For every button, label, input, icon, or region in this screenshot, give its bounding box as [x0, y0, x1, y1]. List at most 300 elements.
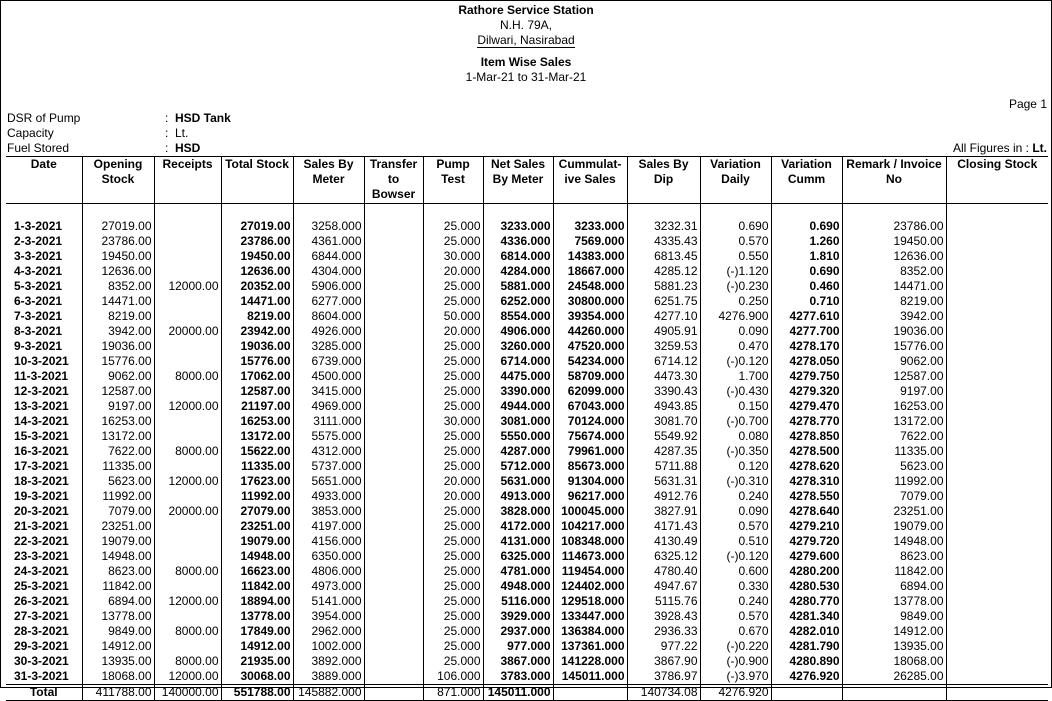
- dsr-label: DSR of Pump: [7, 111, 81, 125]
- table-cell: 11335.00: [82, 459, 154, 474]
- table-cell: 5712.000: [483, 459, 553, 474]
- table-cell: 100045.000: [553, 504, 627, 519]
- table-cell: 9197.00: [82, 399, 154, 414]
- table-cell: [946, 279, 1048, 294]
- table-cell: [946, 354, 1048, 369]
- table-cell: 4197.000: [293, 519, 364, 534]
- column-header: Receipts: [154, 157, 221, 204]
- table-cell: 3853.000: [293, 504, 364, 519]
- table-cell: 0.570: [700, 609, 771, 624]
- table-cell: [364, 429, 423, 444]
- table-cell: (-)0.310: [700, 474, 771, 489]
- table-cell: 4279.210: [771, 519, 842, 534]
- table-cell: 27-3-2021: [14, 609, 69, 623]
- table-cell: [364, 324, 423, 339]
- table-cell: 47520.000: [553, 339, 627, 354]
- table-cell: 20000.00: [154, 324, 221, 339]
- table-cell: 11335.00: [221, 459, 293, 474]
- table-cell: 23786.00: [842, 219, 946, 234]
- table-cell: [364, 399, 423, 414]
- table-cell: 4780.40: [627, 564, 700, 579]
- table-cell: 12636.00: [82, 264, 154, 279]
- table-row: [6, 279, 1048, 294]
- table-cell: 6325.000: [483, 549, 553, 564]
- table-cell: [946, 339, 1048, 354]
- table-row: [6, 609, 1048, 624]
- table-cell: 8-3-2021: [14, 324, 63, 338]
- table-cell: 19079.00: [221, 534, 293, 549]
- table-cell: 30.000: [423, 414, 483, 429]
- total-cell: 411788.00: [82, 685, 154, 701]
- table-cell: 8219.00: [842, 294, 946, 309]
- table-cell: [364, 369, 423, 384]
- table-cell: 8623.00: [842, 549, 946, 564]
- table-cell: 29-3-2021: [14, 639, 69, 653]
- table-cell: 114673.000: [553, 549, 627, 564]
- table-cell: 4906.000: [483, 324, 553, 339]
- table-cell: 13172.00: [82, 429, 154, 444]
- table-cell: 13778.00: [221, 609, 293, 624]
- table-cell: [364, 264, 423, 279]
- table-cell: 14948.00: [82, 549, 154, 564]
- table-cell: 14-3-2021: [14, 414, 69, 428]
- address-line-2: Dilwari, Nasirabad: [477, 33, 575, 47]
- table-cell: 129518.000: [553, 594, 627, 609]
- table-cell: [154, 609, 221, 624]
- table-cell: 25.000: [423, 639, 483, 654]
- total-cell: 551788.00: [221, 685, 293, 701]
- table-cell: 6325.12: [627, 549, 700, 564]
- table-cell: 4278.640: [771, 504, 842, 519]
- table-cell: 106.000: [423, 669, 483, 685]
- table-cell: [946, 639, 1048, 654]
- table-cell: 16623.00: [221, 564, 293, 579]
- table-row: [6, 669, 1048, 685]
- table-cell: 5881.23: [627, 279, 700, 294]
- table-cell: [364, 549, 423, 564]
- table-cell: 4361.000: [293, 234, 364, 249]
- table-cell: 4279.600: [771, 549, 842, 564]
- table-cell: [946, 429, 1048, 444]
- table-cell: 4279.470: [771, 399, 842, 414]
- table-cell: 12636.00: [842, 249, 946, 264]
- table-cell: 50.000: [423, 309, 483, 324]
- table-cell: 18068.00: [82, 669, 154, 685]
- column-header: Opening Stock: [82, 157, 154, 204]
- table-cell: 4781.000: [483, 564, 553, 579]
- table-cell: 4475.000: [483, 369, 553, 384]
- table-cell: [154, 534, 221, 549]
- table-cell: 18667.000: [553, 264, 627, 279]
- report-title: Item Wise Sales: [480, 55, 572, 69]
- table-row: [6, 519, 1048, 534]
- table-cell: 13-3-2021: [14, 399, 69, 413]
- table-row: [6, 594, 1048, 609]
- company-name: Rathore Service Station: [458, 3, 594, 17]
- table-cell: 5549.92: [627, 429, 700, 444]
- table-cell: (-)0.430: [700, 384, 771, 399]
- table-cell: 4282.010: [771, 624, 842, 639]
- total-cell: 145882.000: [293, 685, 364, 701]
- spacer-row: [6, 204, 1048, 220]
- table-cell: 16253.00: [221, 414, 293, 429]
- table-cell: 23-3-2021: [14, 549, 69, 563]
- table-cell: 25.000: [423, 279, 483, 294]
- table-cell: 30800.000: [553, 294, 627, 309]
- table-cell: 25.000: [423, 609, 483, 624]
- table-row: [6, 339, 1048, 354]
- table-cell: [364, 219, 423, 234]
- table-cell: 12636.00: [221, 264, 293, 279]
- table-cell: 5631.000: [483, 474, 553, 489]
- page-number: Page 1: [1008, 97, 1047, 111]
- table-cell: 11992.00: [221, 489, 293, 504]
- table-cell: [946, 579, 1048, 594]
- table-cell: 21197.00: [221, 399, 293, 414]
- table-cell: 25.000: [423, 654, 483, 669]
- table-cell: 23786.00: [221, 234, 293, 249]
- table-cell: [946, 384, 1048, 399]
- table-cell: [154, 249, 221, 264]
- table-cell: 14948.00: [842, 534, 946, 549]
- table-cell: 145011.000: [553, 669, 627, 685]
- table-cell: 7622.00: [842, 429, 946, 444]
- table-cell: 1-3-2021: [14, 219, 63, 233]
- table-cell: [364, 459, 423, 474]
- table-cell: 977.22: [627, 639, 700, 654]
- table-cell: 4281.790: [771, 639, 842, 654]
- table-cell: [946, 459, 1048, 474]
- table-row: [6, 369, 1048, 384]
- column-header: Total Stock: [221, 157, 293, 204]
- table-cell: 141228.000: [553, 654, 627, 669]
- table-cell: 5711.88: [627, 459, 700, 474]
- table-cell: 14471.00: [842, 279, 946, 294]
- column-header: Sales By Dip: [627, 157, 700, 204]
- table-row: [6, 309, 1048, 324]
- table-cell: 7079.00: [82, 504, 154, 519]
- table-cell: 24548.000: [553, 279, 627, 294]
- column-header: Transfer to Bowser: [364, 157, 423, 204]
- table-cell: 5906.000: [293, 279, 364, 294]
- table-cell: 0.550: [700, 249, 771, 264]
- table-cell: [364, 594, 423, 609]
- table-cell: [364, 489, 423, 504]
- table-cell: 0.120: [700, 459, 771, 474]
- table-cell: 3081.70: [627, 414, 700, 429]
- table-cell: 25-3-2021: [14, 579, 69, 593]
- table-cell: [364, 309, 423, 324]
- table-cell: 6252.000: [483, 294, 553, 309]
- table-cell: 9849.00: [842, 609, 946, 624]
- table-cell: [946, 264, 1048, 279]
- table-cell: (-)0.350: [700, 444, 771, 459]
- table-cell: 17-3-2021: [14, 459, 69, 473]
- table-cell: 25.000: [423, 429, 483, 444]
- table-row: [6, 489, 1048, 504]
- table-cell: 25.000: [423, 234, 483, 249]
- table-cell: 70124.000: [553, 414, 627, 429]
- table-cell: 0.240: [700, 489, 771, 504]
- all-figures-note: [953, 141, 1047, 155]
- table-cell: 0.080: [700, 429, 771, 444]
- table-cell: 0.570: [700, 234, 771, 249]
- table-cell: (-)0.230: [700, 279, 771, 294]
- table-cell: (-)3.970: [700, 669, 771, 685]
- table-cell: [946, 594, 1048, 609]
- table-cell: 23251.00: [221, 519, 293, 534]
- table-cell: 7-3-2021: [14, 309, 63, 323]
- table-cell: 18-3-2021: [14, 474, 69, 488]
- table-cell: 20.000: [423, 474, 483, 489]
- table-cell: [946, 249, 1048, 264]
- table-cell: (-)0.220: [700, 639, 771, 654]
- table-cell: 3867.90: [627, 654, 700, 669]
- table-cell: 0.330: [700, 579, 771, 594]
- table-cell: [946, 324, 1048, 339]
- table-cell: 8219.00: [221, 309, 293, 324]
- table-cell: 8554.000: [483, 309, 553, 324]
- table-cell: 19450.00: [842, 234, 946, 249]
- table-cell: 19036.00: [842, 324, 946, 339]
- table-cell: 3892.000: [293, 654, 364, 669]
- table-cell: (-)0.120: [700, 549, 771, 564]
- table-cell: 6277.000: [293, 294, 364, 309]
- table-cell: [946, 399, 1048, 414]
- table-cell: [946, 609, 1048, 624]
- table-cell: 14912.00: [82, 639, 154, 654]
- table-cell: 14383.000: [553, 249, 627, 264]
- table-cell: 15776.00: [221, 354, 293, 369]
- table-cell: [364, 669, 423, 685]
- table-cell: 4278.170: [771, 339, 842, 354]
- table-cell: 3942.00: [82, 324, 154, 339]
- table-cell: 16253.00: [842, 399, 946, 414]
- column-header: Date: [6, 157, 82, 204]
- table-row: [6, 504, 1048, 519]
- table-cell: 104217.000: [553, 519, 627, 534]
- table-cell: 28-3-2021: [14, 624, 69, 638]
- total-cell: [553, 685, 627, 701]
- table-cell: 4969.000: [293, 399, 364, 414]
- table-cell: 17623.00: [221, 474, 293, 489]
- table-cell: [946, 549, 1048, 564]
- table-cell: 4278.620: [771, 459, 842, 474]
- table-cell: 30-3-2021: [14, 654, 69, 668]
- table-cell: [946, 564, 1048, 579]
- total-cell: 4276.920: [700, 685, 771, 701]
- table-cell: 3081.000: [483, 414, 553, 429]
- table-cell: 14471.00: [82, 294, 154, 309]
- table-cell: 14948.00: [221, 549, 293, 564]
- table-cell: 25.000: [423, 594, 483, 609]
- column-header: Variation Cumm: [771, 157, 842, 204]
- total-cell: [842, 685, 946, 701]
- table-cell: [364, 534, 423, 549]
- table-cell: 11-3-2021: [14, 369, 69, 383]
- table-cell: 1.700: [700, 369, 771, 384]
- table-cell: 4280.770: [771, 594, 842, 609]
- table-cell: 3928.43: [627, 609, 700, 624]
- table-cell: 0.710: [771, 294, 842, 309]
- table-cell: 6251.75: [627, 294, 700, 309]
- table-cell: [364, 654, 423, 669]
- table-cell: [364, 519, 423, 534]
- report-meta: DSR of Pump : HSD Tank Capacity : Lt. Fuel Stored : HSD: [7, 111, 231, 155]
- table-cell: [364, 279, 423, 294]
- table-row: [6, 534, 1048, 549]
- table-cell: [154, 489, 221, 504]
- table-cell: [946, 624, 1048, 639]
- table-cell: 4336.000: [483, 234, 553, 249]
- table-cell: 4973.000: [293, 579, 364, 594]
- table-cell: 4473.30: [627, 369, 700, 384]
- total-cell: 145011.000: [483, 685, 553, 701]
- table-cell: 23786.00: [82, 234, 154, 249]
- table-cell: 25.000: [423, 549, 483, 564]
- column-header: Cummulat- ive Sales: [553, 157, 627, 204]
- table-cell: 133447.000: [553, 609, 627, 624]
- table-cell: 4276.900: [700, 309, 771, 324]
- table-cell: 4156.000: [293, 534, 364, 549]
- table-cell: (-)1.120: [700, 264, 771, 279]
- table-cell: 30068.00: [221, 669, 293, 685]
- table-row: [6, 264, 1048, 279]
- table-cell: 25.000: [423, 219, 483, 234]
- total-row: [6, 685, 1048, 701]
- total-cell: [364, 685, 423, 701]
- table-cell: 27019.00: [82, 219, 154, 234]
- table-row: [6, 219, 1048, 234]
- table-cell: [364, 564, 423, 579]
- table-cell: 3889.000: [293, 669, 364, 685]
- table-row: [6, 459, 1048, 474]
- table-row: [6, 549, 1048, 564]
- total-cell: 140734.08: [627, 685, 700, 701]
- table-row: [6, 294, 1048, 309]
- table-cell: 25.000: [423, 579, 483, 594]
- table-row: [6, 654, 1048, 669]
- table-cell: 24-3-2021: [14, 564, 69, 578]
- table-cell: 14912.00: [842, 624, 946, 639]
- table-cell: 22-3-2021: [14, 534, 69, 548]
- table-row: [6, 639, 1048, 654]
- table-cell: 25.000: [423, 564, 483, 579]
- table-cell: 108348.000: [553, 534, 627, 549]
- total-cell: 140000.00: [154, 685, 221, 701]
- table-cell: 12587.00: [221, 384, 293, 399]
- table-cell: 3415.000: [293, 384, 364, 399]
- table-cell: 3233.000: [553, 219, 627, 234]
- table-cell: 4335.43: [627, 234, 700, 249]
- table-cell: 5651.000: [293, 474, 364, 489]
- table-row: [6, 249, 1048, 264]
- table-cell: 7569.000: [553, 234, 627, 249]
- table-cell: 11842.00: [221, 579, 293, 594]
- table-cell: 4280.890: [771, 654, 842, 669]
- table-row: [6, 234, 1048, 249]
- table-row: [6, 474, 1048, 489]
- table-cell: 4279.720: [771, 534, 842, 549]
- table-row: [6, 414, 1048, 429]
- table-cell: [946, 534, 1048, 549]
- table-cell: 2936.33: [627, 624, 700, 639]
- capacity-label: Capacity: [7, 126, 54, 140]
- table-cell: [946, 474, 1048, 489]
- table-cell: 20.000: [423, 489, 483, 504]
- table-cell: 13778.00: [842, 594, 946, 609]
- table-cell: 4943.85: [627, 399, 700, 414]
- table-cell: 0.690: [771, 219, 842, 234]
- table-cell: 23251.00: [82, 519, 154, 534]
- table-cell: 4500.000: [293, 369, 364, 384]
- table-cell: 0.250: [700, 294, 771, 309]
- table-row: [6, 354, 1048, 369]
- table-cell: 25.000: [423, 519, 483, 534]
- table-cell: 19079.00: [82, 534, 154, 549]
- table-cell: 26-3-2021: [14, 594, 69, 608]
- table-cell: 11992.00: [82, 489, 154, 504]
- table-cell: 12000.00: [154, 474, 221, 489]
- table-cell: [364, 504, 423, 519]
- table-cell: 4287.35: [627, 444, 700, 459]
- table-cell: 0.510: [700, 534, 771, 549]
- table-cell: 13172.00: [842, 414, 946, 429]
- table-cell: 25.000: [423, 534, 483, 549]
- table-cell: 91304.000: [553, 474, 627, 489]
- table-cell: 19-3-2021: [14, 489, 69, 503]
- report-period: 1-Mar-21 to 31-Mar-21: [465, 70, 587, 84]
- dsr-value: HSD Tank: [175, 111, 231, 125]
- table-cell: 27019.00: [221, 219, 293, 234]
- table-cell: 4280.530: [771, 579, 842, 594]
- table-cell: 0.150: [700, 399, 771, 414]
- table-cell: 12-3-2021: [14, 384, 69, 398]
- table-cell: [154, 414, 221, 429]
- table-cell: 20-3-2021: [14, 504, 69, 518]
- column-header: Pump Test: [423, 157, 483, 204]
- table-cell: 13172.00: [221, 429, 293, 444]
- table-cell: 0.470: [700, 339, 771, 354]
- table-cell: 137361.000: [553, 639, 627, 654]
- table-cell: [364, 624, 423, 639]
- table-cell: 20352.00: [221, 279, 293, 294]
- table-cell: 25.000: [423, 339, 483, 354]
- table-cell: [364, 384, 423, 399]
- table-row: [6, 384, 1048, 399]
- table-cell: 25.000: [423, 354, 483, 369]
- table-cell: [154, 234, 221, 249]
- table-cell: 18068.00: [842, 654, 946, 669]
- total-cell: 871.000: [423, 685, 483, 701]
- table-cell: [946, 369, 1048, 384]
- table-cell: 8000.00: [154, 564, 221, 579]
- table-cell: [154, 339, 221, 354]
- table-cell: [154, 309, 221, 324]
- table-cell: 25.000: [423, 444, 483, 459]
- table-cell: [154, 354, 221, 369]
- table-cell: 75674.000: [553, 429, 627, 444]
- table-cell: [946, 309, 1048, 324]
- fuel-value: HSD: [175, 141, 201, 155]
- table-cell: [154, 639, 221, 654]
- total-cell: [771, 685, 842, 701]
- table-cell: 17062.00: [221, 369, 293, 384]
- table-cell: 25.000: [423, 459, 483, 474]
- table-cell: 3954.000: [293, 609, 364, 624]
- table-cell: 62099.000: [553, 384, 627, 399]
- table-cell: 25.000: [423, 624, 483, 639]
